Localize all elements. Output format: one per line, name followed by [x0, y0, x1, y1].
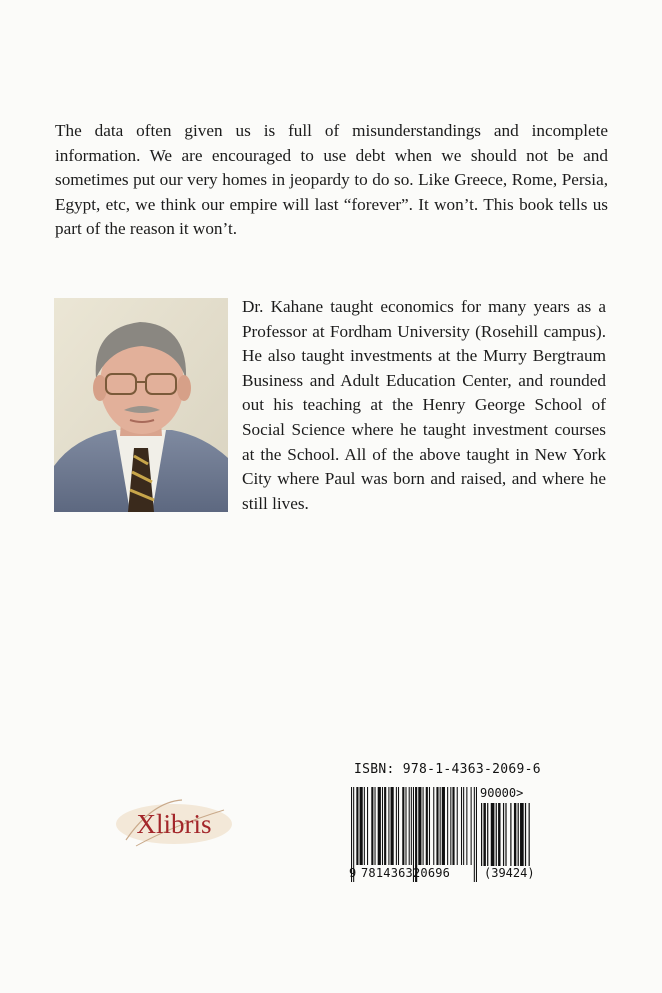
- barcode-bar: [514, 803, 516, 866]
- barcode-bar: [429, 787, 430, 865]
- addon-barcode: [481, 803, 531, 866]
- barcode-bar: [450, 787, 451, 865]
- svg-text:Xlibris: Xlibris: [136, 809, 212, 839]
- barcode-bar: [529, 803, 530, 866]
- barcode-bar: [474, 787, 475, 882]
- barcode-bar: [452, 787, 454, 865]
- ean-digit-string: 781436320696: [361, 866, 451, 880]
- barcode-bar: [371, 787, 373, 865]
- barcode-bar: [378, 787, 381, 865]
- barcode-bar: [498, 803, 500, 866]
- barcode-bar: [440, 787, 441, 865]
- barcode-bar: [457, 787, 458, 865]
- barcode-bar: [426, 787, 428, 865]
- barcode-bar: [510, 803, 511, 866]
- barcode-bar: [483, 803, 485, 866]
- barcode-bar: [496, 803, 497, 866]
- barcode-bar: [481, 803, 482, 866]
- barcode-bar: [447, 787, 448, 865]
- barcode-bar: [409, 787, 410, 865]
- author-bio: Dr. Kahane taught economics for many years as a Professor at Fordham University (Rosehill campus). He also taught investments at the Murry Bergtraum Business and Adult Education Center, and rounded out his teaching at the Henry George School of Social Science where he taught investment courses at the School. All of the above taught in New York City where Paul was born and raised, and where he still lives.: [242, 297, 606, 513]
- barcode-bar: [476, 787, 477, 882]
- barcode-bar: [423, 787, 424, 865]
- barcode-bar: [505, 803, 506, 866]
- barcode-bar: [384, 787, 386, 865]
- barcode-bar: [520, 803, 524, 866]
- ean-first-digit: 9: [349, 866, 357, 880]
- barcode-bar: [525, 803, 526, 866]
- barcode-bar: [436, 787, 438, 865]
- barcode-bar: [487, 803, 488, 866]
- back-cover-blurb: The data often given us is full of misunderstandings and incomplete information. We are encouraged to use debt when we should not be and sometimes put our very homes in jeopardy to do so. Like Greece, Rome, Persia, Egypt, etc, we think our empire will last “forever”. It won’t. This book tells us part of the reason it won’t.: [55, 121, 608, 239]
- barcode-bar: [405, 787, 406, 865]
- barcode-bar: [391, 787, 394, 865]
- barcode-bar: [411, 787, 412, 865]
- barcode-bar: [466, 787, 467, 865]
- barcode-bar: [398, 787, 399, 865]
- barcode-addon-price: 90000>: [480, 786, 524, 800]
- barcode-bar: [388, 787, 389, 865]
- barcode-bar: [382, 787, 383, 865]
- isbn-label: ISBN: 978-1-4363-2069-6: [354, 762, 541, 777]
- barcode-bar: [374, 787, 375, 865]
- barcode-bar: [461, 787, 462, 865]
- barcode-bar: [491, 803, 495, 866]
- barcode-bar: [356, 787, 358, 865]
- barcode-bar: [463, 787, 464, 865]
- barcode-bar: [503, 803, 504, 866]
- barcode-bar: [418, 787, 421, 865]
- barcode-bar: [471, 787, 472, 865]
- barcode-bar: [367, 787, 368, 865]
- barcode-bar: [364, 787, 365, 865]
- barcode-bar: [360, 787, 363, 865]
- xlibris-logo: [112, 796, 236, 852]
- barcode-bar: [442, 787, 445, 865]
- barcode-bar: [433, 787, 434, 865]
- barcode-addon-code: (39424): [484, 866, 535, 880]
- barcode-bar: [396, 787, 397, 865]
- barcode-bar: [402, 787, 404, 865]
- author-photo: [54, 298, 228, 512]
- barcode-bar: [518, 803, 519, 866]
